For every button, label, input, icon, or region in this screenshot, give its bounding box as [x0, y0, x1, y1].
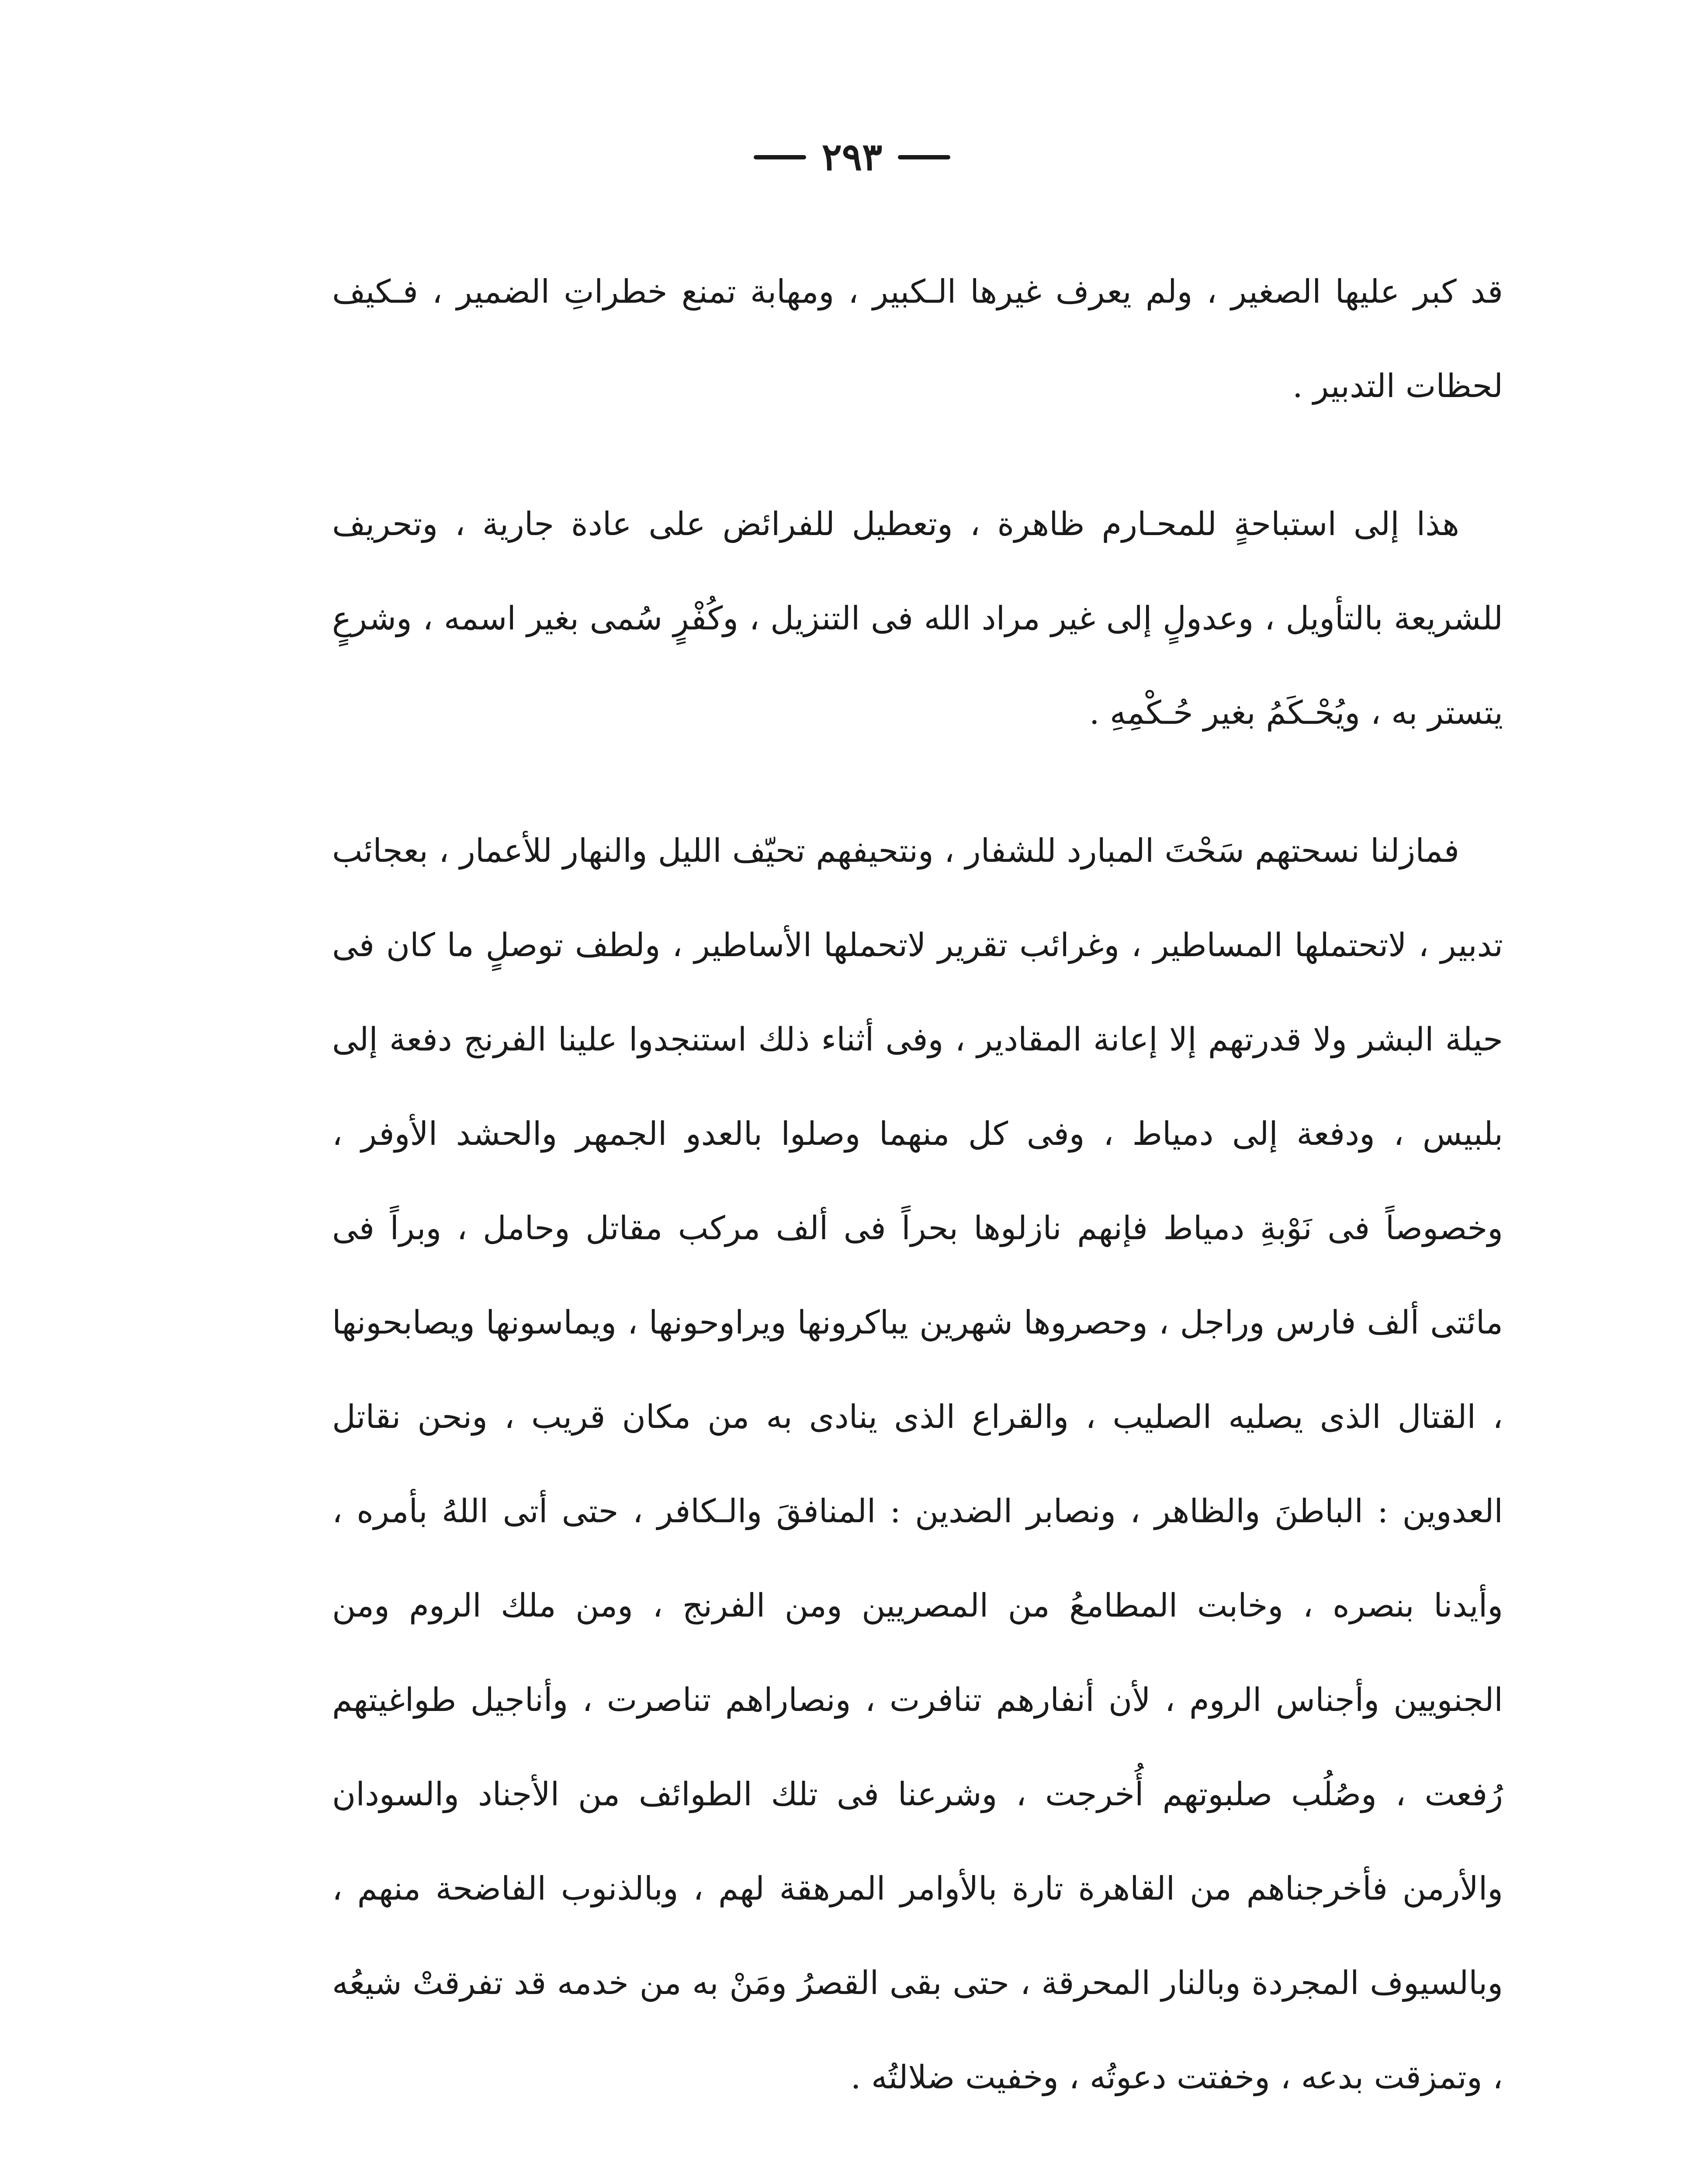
header-dash-right	[898, 155, 950, 159]
page-header	[0, 131, 1704, 183]
header-dash-left	[754, 155, 806, 159]
body-text	[332, 245, 1503, 2184]
page-number: ٢٩٣	[821, 135, 883, 179]
paragraph-2: هذا إلى استباحةٍ للمحـارم ظاهرة ، وتعطيل للفرائض على عادة جارية ، وتحريف للشريعة بالتأويل ، وعدولٍ إلى غير مراد الله فى التنزيل ، وكُفْرٍ سُمى بغير اسمه ، وشرعٍ يتستر به ، ويُحْـكَمُ بغير حُـكْمِهِ .	[332, 505, 1503, 732]
paragraph-4	[332, 2168, 1503, 2184]
paragraph-3: فمازلنا نسحتهم سَحْتَ المبارد للشفار ، ونتحيفهم تحيّف الليل والنهار للأعمار ، بعجائب تدبير ، لاتحتملها المساطير ، وغرائب تقرير لاتحملها الأساطير ، ولطف توصلٍ ما كان فى حيلة البشر ولا قدرتهم إلا إعانة المقادير ، وفى أثناء ذلك استنجدوا علينا الفرنج دفعة إلى بلبيس ، ودفعة إلى دمياط ، وفى كل منهما وصلوا بالعدو الجمهر والحشد الأوفر ، وخصوصاً فى نَوْبةِ دمياط فإنهم نازلوها بحراً فى ألف مركب مقاتل وحامل ، وبراً فى مائتى ألف فارس وراجل ، وحصروها شهرين يباكرونها ويراوحونها ، ويماسونها ويصابحونها ، القتال الذى يصليه الصليب ، والقراع الذى ينادى به من مكان قريب ، ونحن نقاتل العدوين : الباطنَ والظاهر ، ونصابر الضدين : المنافقَ والـكافر ، حتى أتى اللهُ بأمره ، وأيدنا بنصره ، وخابت المطامعُ من المصريين ومن الفرنج ، ومن ملك الروم ومن الجنويين وأجناس الروم ، لأن أنفارهم تنافرت ، ونصاراهم تناصرت ، وأناجيل طواغيتهم رُفعت ، وصُلُب صلبوتهم أُخرجت ، وشرعنا فى تلك الطوائف من الأجناد والسودان والأرمن فأخرجناهم من القاهرة تارة بالأوامر المرهقة لهم ، وبالذنوب الفاضحة منهم ، وبالسيوف المجردة وبالنار المحرقة ، حتى بقى القصرُ ومَنْ به من خدمه قد تفرقتْ شيعُه ، وتمزقت بدعه ، وخفتت دعوتُه ، وخفيت ضلالتُه .	[332, 832, 1503, 2096]
paragraph-1: قد كبر عليها الصغير ، ولم يعرف غيرها الـكبير ، ومهابة تمنع خطراتِ الضمير ، فـكيف لحظات التدبير .	[332, 273, 1503, 405]
